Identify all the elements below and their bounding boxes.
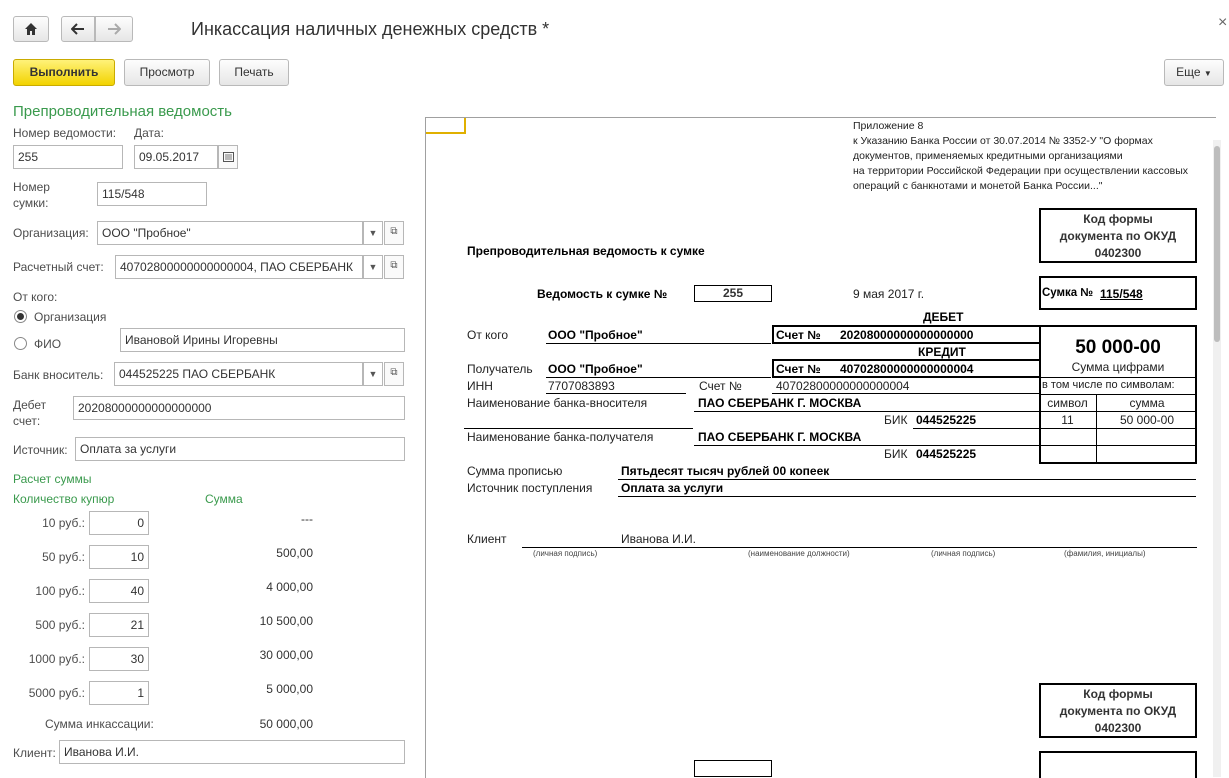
col-sum: сумма <box>1129 396 1165 410</box>
from-underline <box>546 343 771 344</box>
chevron-down-icon: ▼ <box>368 369 378 379</box>
inn-underline <box>546 393 686 394</box>
radio-dot <box>17 313 24 320</box>
radio-organization[interactable] <box>14 310 27 323</box>
print-button[interactable]: Печать <box>219 59 289 86</box>
bik-label: БИК <box>884 413 908 427</box>
source-label: Источник: <box>13 443 68 457</box>
receiver-bank-label: Наименование банка-получателя <box>467 430 654 444</box>
document-preview <box>425 117 1216 778</box>
receiver-bank-value: ПАО СБЕРБАНК Г. МОСКВА <box>698 430 862 444</box>
row-sum: 5 000,00 <box>266 682 313 696</box>
window-title: Инкассация наличных денежных средств * <box>191 19 550 39</box>
credit-account-value: 40702800000000000004 <box>840 362 974 376</box>
radio-fio-label: ФИО <box>34 337 62 351</box>
bank-dropdown[interactable] <box>363 362 383 386</box>
symbol-value: 11 <box>1061 413 1074 427</box>
account2-value: 40702800000000000004 <box>776 379 910 393</box>
receiver-value: ООО "Пробное" <box>548 362 643 376</box>
statement-number-box <box>694 285 772 302</box>
receiver-label: Получатель <box>467 362 533 376</box>
debit-account-value: 20208000000000000000 <box>840 328 974 342</box>
statement-number: 255 <box>722 286 744 300</box>
row-label: 100 руб.: <box>35 584 85 598</box>
symbols-caption: в том числе по символам: <box>1042 379 1175 391</box>
symbols-header-sep <box>1039 411 1197 412</box>
bik2-label: БИК <box>884 447 908 461</box>
chevron-down-icon: ▼ <box>368 262 378 272</box>
row-label: 50 руб.: <box>42 550 85 564</box>
okud-line1: Код формы <box>1083 212 1153 226</box>
chevron-down-icon: ▼ <box>1203 69 1212 78</box>
bag-number-label-2: сумки: <box>13 196 49 210</box>
source-label: Источник поступления <box>467 481 593 495</box>
arrow-left-icon <box>71 23 85 35</box>
okud-box-copy <box>1039 683 1197 738</box>
cell-cursor <box>426 118 466 134</box>
bag-number-label-1: Номер <box>13 180 50 194</box>
arrow-right-icon <box>107 23 121 35</box>
account2-underline <box>772 393 1040 394</box>
payer-bank-label: Наименование банка-вносителя <box>467 396 648 410</box>
amount-sep <box>1039 377 1197 378</box>
from-value: ООО "Пробное" <box>548 328 643 342</box>
amount-caption: Сумма цифрами <box>1071 360 1165 374</box>
section-title: Препроводительная ведомость <box>13 103 232 120</box>
appendix-text <box>853 119 1188 194</box>
account-label: Расчетный счет: <box>13 260 104 274</box>
open-form-icon: ⧉ <box>390 260 398 271</box>
payer-bank-underline <box>694 411 1040 412</box>
appendix-line: к Указанию Банка России от 30.07.2014 № 3352-У "О формах <box>853 135 1153 147</box>
account-input[interactable]: 40702800000000000004, ПАО СБЕРБАНК <box>115 255 363 279</box>
receiver-bank-underline <box>694 445 1040 446</box>
more-label: Еще <box>1176 65 1201 79</box>
source-input[interactable]: Оплата за услуги <box>75 437 405 461</box>
row-label: 1000 руб.: <box>28 652 85 666</box>
words-value: Пятьдесят тысяч рублей 00 копеек <box>621 464 830 478</box>
chevron-down-icon: ▼ <box>368 228 378 238</box>
organization-dropdown[interactable] <box>363 221 383 245</box>
execute-button[interactable]: Выполнить <box>13 59 115 86</box>
bank-input[interactable]: 044525225 ПАО СБЕРБАНК <box>114 362 363 386</box>
receiver-bank-topline <box>464 428 693 429</box>
radio-fio[interactable] <box>14 337 27 350</box>
row-count-input[interactable]: 0 <box>89 511 149 535</box>
back-button[interactable] <box>61 16 95 42</box>
open-form-icon: ⧉ <box>390 367 398 378</box>
appendix-line: документов, применяемых кредитными организациями <box>853 150 1123 162</box>
calendar-button[interactable] <box>218 145 238 169</box>
row-count-input[interactable]: 1 <box>89 681 149 705</box>
total-label: Сумма инкассации: <box>45 717 154 731</box>
okud-line2: документа по ОКУД <box>1059 229 1177 243</box>
row-sum: 30 000,00 <box>259 648 313 662</box>
okud-copy-line2: документа по ОКУД <box>1059 704 1177 718</box>
date-label: Дата: <box>134 126 164 140</box>
debit-account-input[interactable]: 20208000000000000000 <box>73 396 405 420</box>
receiver-underline <box>546 377 771 378</box>
sig-position: (наименование должности) <box>748 549 850 558</box>
organization-input[interactable]: ООО "Пробное" <box>97 221 363 245</box>
payer-bank-value: ПАО СБЕРБАНК Г. МОСКВА <box>698 396 862 410</box>
okud-code: 0402300 <box>1094 246 1142 260</box>
row-count-input[interactable]: 30 <box>89 647 149 671</box>
col-sum-header: Сумма <box>205 492 243 506</box>
bik-value: 044525225 <box>916 413 977 427</box>
bag-number: 115/548 <box>1100 287 1143 301</box>
statement-number-label: Номер ведомости: <box>13 126 117 140</box>
row-sum: 10 500,00 <box>259 614 313 628</box>
preview-button[interactable]: Просмотр <box>124 59 210 86</box>
sig-fullname: (фамилия, инициалы) <box>1064 549 1146 558</box>
amount-value: 50 000-00 <box>1075 337 1161 358</box>
forward-button[interactable] <box>95 16 133 42</box>
symbols-row2-sep <box>1039 445 1197 446</box>
radio-organization-label: Организация <box>34 310 107 324</box>
client-label: Клиент <box>467 532 507 546</box>
account2-label: Счет № <box>699 379 742 393</box>
client-input[interactable]: Иванова И.И. <box>59 740 405 764</box>
source-value: Оплата за услуги <box>621 481 724 495</box>
client-underline <box>522 547 1197 548</box>
fio-input[interactable]: Ивановой Ирины Игоревны <box>120 328 405 352</box>
row-sum: 500,00 <box>276 546 313 560</box>
bag-number-input[interactable]: 115/548 <box>97 182 207 206</box>
credit-header: КРЕДИТ <box>918 345 966 359</box>
more-button[interactable] <box>1164 59 1224 86</box>
bank-label: Банк вноситель: <box>13 368 104 382</box>
words-underline <box>618 479 1196 480</box>
calc-title: Расчет суммы <box>13 472 92 486</box>
date-text: 9 мая 2017 г. <box>853 287 925 301</box>
okud-copy-line1: Код формы <box>1083 687 1153 701</box>
bank-open[interactable] <box>384 362 404 386</box>
inn-value: 7707083893 <box>548 379 615 393</box>
debit-header: ДЕБЕТ <box>923 310 964 324</box>
symbols-sep <box>1039 394 1197 395</box>
appendix-line: операций с банкнотами и монетой Банка России..." <box>853 180 1103 192</box>
doc-title: Препроводительная ведомость к сумке <box>467 244 705 258</box>
statement-number-box-copy <box>694 760 772 777</box>
account-dropdown[interactable] <box>363 255 383 279</box>
client-value: Иванова И.И. <box>621 532 697 546</box>
okud-box <box>1039 208 1197 263</box>
total-value: 50 000,00 <box>259 717 313 731</box>
close-icon[interactable]: × <box>1218 14 1228 31</box>
account-open[interactable] <box>384 255 404 279</box>
bag-box-copy <box>1039 751 1197 778</box>
debit-label-1: Дебет <box>13 398 47 412</box>
okud-copy-code: 0402300 <box>1094 721 1142 735</box>
row-count-input[interactable]: 10 <box>89 545 149 569</box>
row-label: 500 руб.: <box>35 618 85 632</box>
statement-number-input[interactable]: 255 <box>13 145 123 169</box>
sig-personal-2: (личная подпись) <box>931 549 996 558</box>
words-label: Сумма прописью <box>467 464 563 478</box>
bag-label: Сумка № <box>1042 287 1094 299</box>
debit-account-label: Счет № <box>776 328 821 342</box>
statement-label: Ведомость к сумке № <box>537 287 668 301</box>
sig-personal-1: (личная подпись) <box>533 549 598 558</box>
row-label: 10 руб.: <box>42 516 85 530</box>
date-input[interactable]: 09.05.2017 <box>134 145 218 169</box>
from-label: От кого <box>467 328 509 342</box>
scrollbar-thumb[interactable] <box>1214 146 1220 342</box>
debit-label-2: счет: <box>13 414 41 428</box>
col-count-header: Количество купюр <box>13 492 115 506</box>
col-symbol: символ <box>1047 396 1088 410</box>
appendix-line: Приложение 8 <box>853 120 924 132</box>
bik2-value: 044525225 <box>916 447 977 461</box>
row-label: 5000 руб.: <box>28 686 85 700</box>
appendix-line: на территории Российской Федерации при осуществлении кассовых <box>853 165 1189 177</box>
row-count-input[interactable]: 40 <box>89 579 149 603</box>
from-label: От кого: <box>13 290 58 304</box>
open-form-icon: ⧉ <box>390 226 398 237</box>
row-count-input[interactable]: 21 <box>89 613 149 637</box>
credit-account-label: Счет № <box>776 362 821 376</box>
organization-label: Организация: <box>13 226 89 240</box>
row-sum: --- <box>301 512 313 526</box>
inn-label: ИНН <box>467 379 493 393</box>
bik-underline <box>913 428 1040 429</box>
symbols-row-sep <box>1039 428 1197 429</box>
organization-open[interactable] <box>384 221 404 245</box>
client-label: Клиент: <box>13 746 56 760</box>
calendar-icon <box>223 152 234 162</box>
home-icon <box>24 22 38 36</box>
home-button[interactable] <box>13 16 49 42</box>
symbol-sum: 50 000-00 <box>1119 413 1175 427</box>
source-underline <box>618 496 1196 497</box>
row-sum: 4 000,00 <box>266 580 313 594</box>
